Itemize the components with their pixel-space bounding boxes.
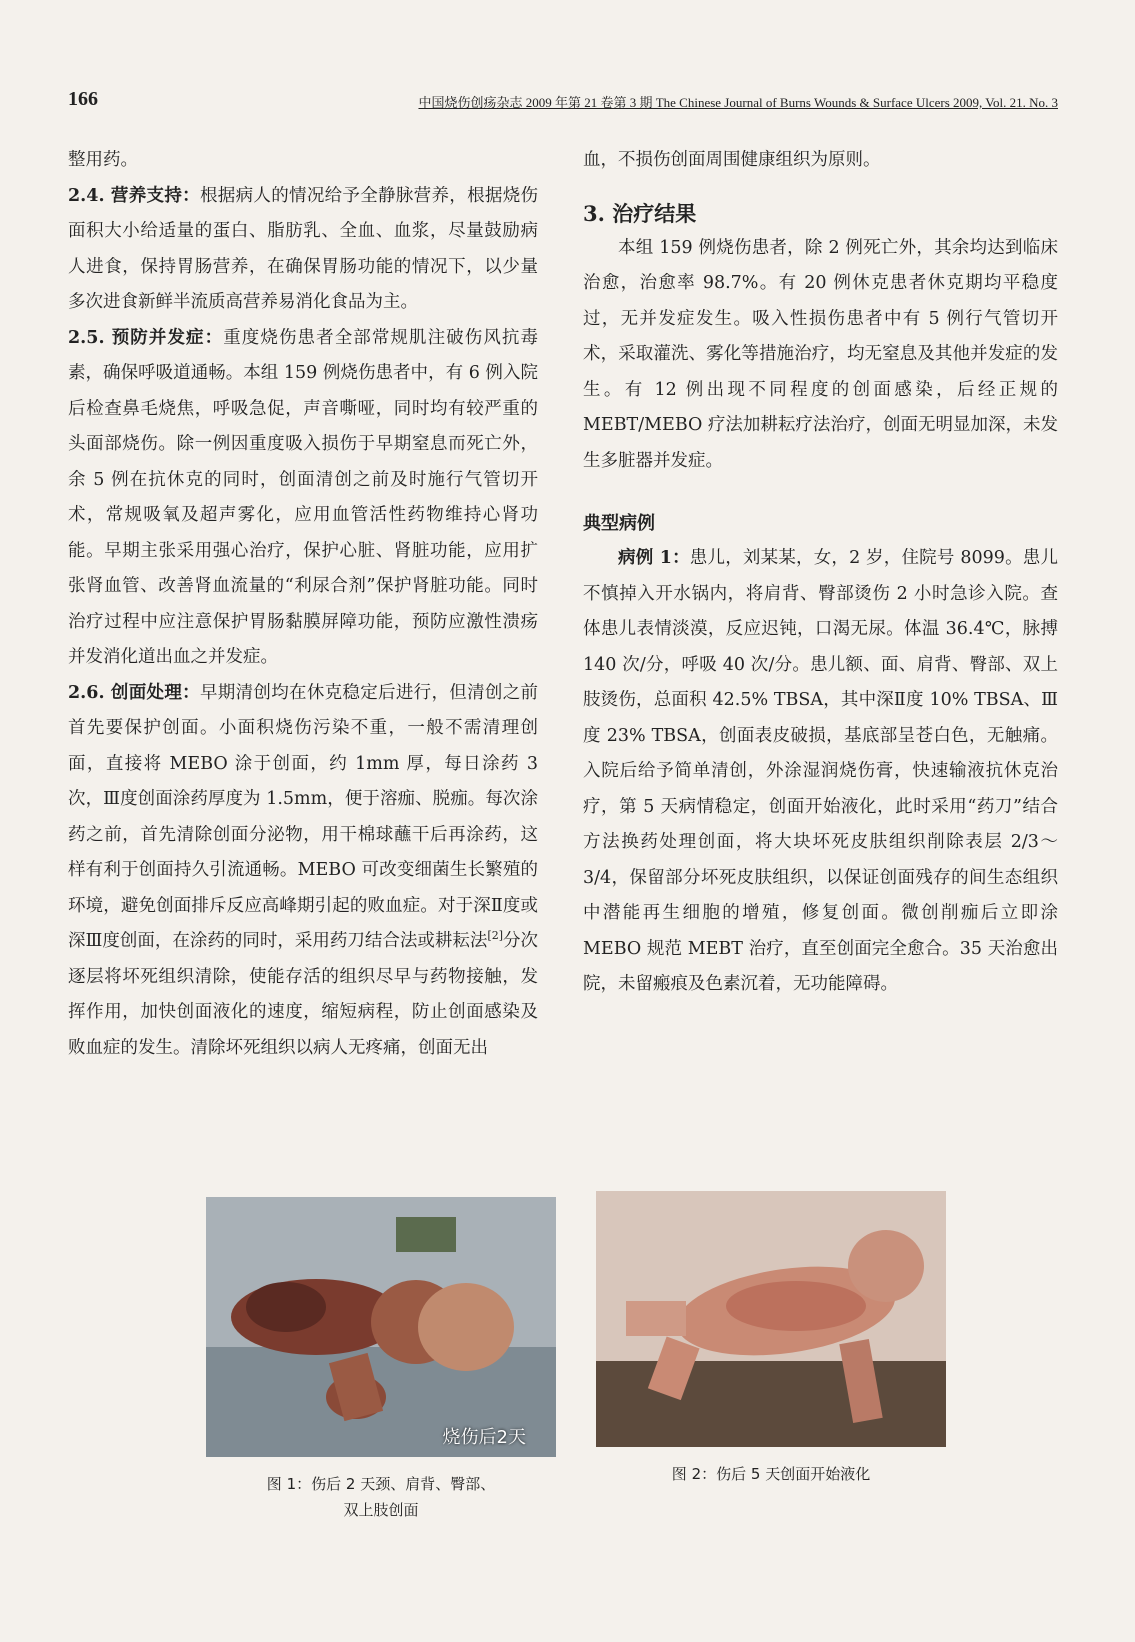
case-1-text: 患儿，刘某某，女，2 岁，住院号 8099。患儿不慎掉入开水锅内，将肩背、臀部烫伤 2 小时急诊入院。查体患儿表情淡漠，反应迟钝，口渴无尿。体温 36.4℃，脉搏 140 次/分，呼吸 40 次/分。患儿额、面、肩背、臀部、双上肢烫伤，总面积 42.5% TBSA，其中深Ⅱ度 10% TBSA、Ⅲ度 23% TBSA，创面表皮破损，基底部呈苍白色，无触痛。入院后给予简单清创，外涂湿润烧伤膏，快速输液抗休克治疗，第 5 天病情稳定，创面开始液化，此时采用“药刀”结合方法换药处理创面，将大块坏死皮肤组织削除表层 2/3～3/4，保留部分坏死皮肤组织，以保证创面残存的间生态组织中潜能再生细胞的增殖，修复创面。微创削痂后立即涂 MEBO 规范 MEBT 治疗，直至创面完全愈合。35 天治愈出院，未留瘢痕及色素沉着，无功能障碍。 <box>583 548 1058 994</box>
case-1-heading: 病例 1： <box>618 548 690 568</box>
section-2-6-heading: 2.6. 创面处理： <box>68 682 200 703</box>
page-number: 166 <box>68 88 98 110</box>
section-2-5-heading: 2.5. 预防并发症： <box>68 327 224 348</box>
section-2-5 <box>68 321 538 676</box>
case-1 <box>583 541 1058 1003</box>
figure-2-caption: 图 2：伤后 5 天创面开始液化 <box>671 1465 871 1483</box>
figure-1-caption <box>206 1471 556 1523</box>
section-3-heading: 3. 治疗结果 <box>583 200 697 226</box>
section-2-4 <box>68 179 538 321</box>
section-2-6-text-continued: 分次逐层将坏死组织清除，使能存活的组织尽早与药物接触，发挥作用，加快创面液化的速度，缩短病程，防止创面感染及败血症的发生。清除坏死组织以病人无疼痛，创面无出 <box>68 931 539 1058</box>
figure-1-caption-line-1: 图 1：伤后 2 天颈、肩背、臀部、 <box>266 1475 496 1493</box>
figure-1 <box>206 1197 556 1523</box>
reference-marker: [2] <box>487 929 503 943</box>
figure-1-photo <box>206 1197 556 1457</box>
figure-1-caption-line-2: 双上肢创面 <box>343 1501 419 1519</box>
right-column <box>583 143 1058 1003</box>
case-study-heading: 典型病例 <box>583 513 655 534</box>
figure-2 <box>596 1191 946 1487</box>
section-3-text: 本组 159 例烧伤患者，除 2 例死亡外，其余均达到临床治愈，治愈率 98.7%。有 20 例休克患者休克期均平稳度过，无并发症发生。吸入性损伤患者中有 5 例行气管切开术，采取灌洗、雾化等措施治疗，均无窒息及其他并发症的发生。有 12 例出现不同程度的创面感染，后经正规的 MEBT/MEBO 疗法加耕耘疗法治疗，创面无明显加深，未发生多脏器并发症。 <box>583 237 1058 471</box>
figure-2-photo <box>596 1191 946 1447</box>
section-2-4-text: 根据病人的情况给予全静脉营养，根据烧伤面积大小给适量的蛋白、脂肪乳、全血、血浆，尽量鼓励病人进食，保持胃肠营养，在确保胃肠功能的情况下，以少量多次进食新鲜半流质高营养易消化食品为主。 <box>68 185 539 312</box>
paragraph-continuation: 整用药。 <box>68 150 138 170</box>
section-2-6 <box>68 676 538 1067</box>
left-column <box>68 143 538 1066</box>
figure-1-photo-label: 烧伤后2天 <box>442 1427 526 1448</box>
section-2-5-text: 重度烧伤患者全部常规肌注破伤风抗毒素，确保呼吸道通畅。本组 159 例烧伤患者中，有 6 例入院后检查鼻毛烧焦，呼吸急促，声音嘶哑，同时均有较严重的头面部烧伤。除一例因重度吸入损伤于早期窒息而死亡外，余 5 例在抗休克的同时，创面清创之前及时施行气管切开术，常规吸氧及超声雾化，应用血管活性药物维持心肾功能。早期主张采用强心治疗，保护心脏、肾脏功能，应用扩张肾血管、改善肾血流量的“利尿合剂”保护肾脏功能。同时治疗过程中应注意保护胃肠黏膜屏障功能，预防应激性溃疡并发消化道出血之并发症。 <box>68 327 538 667</box>
figure-1-illustration <box>206 1197 556 1457</box>
section-2-4-heading: 2.4. 营养支持： <box>68 185 200 206</box>
journal-title: 中国烧伤创疡杂志 2009 年第 21 卷第 3 期 The Chinese Journal of Burns Wounds & Surface Ulcers 2009, Vol. 21. No. 3 <box>418 95 1058 110</box>
page-header <box>68 88 1058 118</box>
paragraph-continuation-right: 血，不损伤创面周围健康组织为原则。 <box>583 150 881 170</box>
section-2-6-text: 早期清创均在休克稳定后进行，但清创之前首先要保护创面。小面积烧伤污染不重，一般不需清理创面，直接将 MEBO 涂于创面，约 1mm 厚，每日涂药 3 次，Ⅲ度创面涂药厚度为 1.5mm，便于溶痂、脱痂。每次涂药之前，首先清除创面分泌物，用干棉球蘸干后再涂药，这样有利于创面持久引流通畅。MEBO 可改变细菌生长繁殖的环境，避免创面排斥反应高峰期引起的败血症。对于深Ⅱ度或深Ⅲ度创面，在涂药的同时，采用药刀结合法或耕耘法 <box>68 682 539 951</box>
figure-2-illustration <box>596 1191 946 1447</box>
